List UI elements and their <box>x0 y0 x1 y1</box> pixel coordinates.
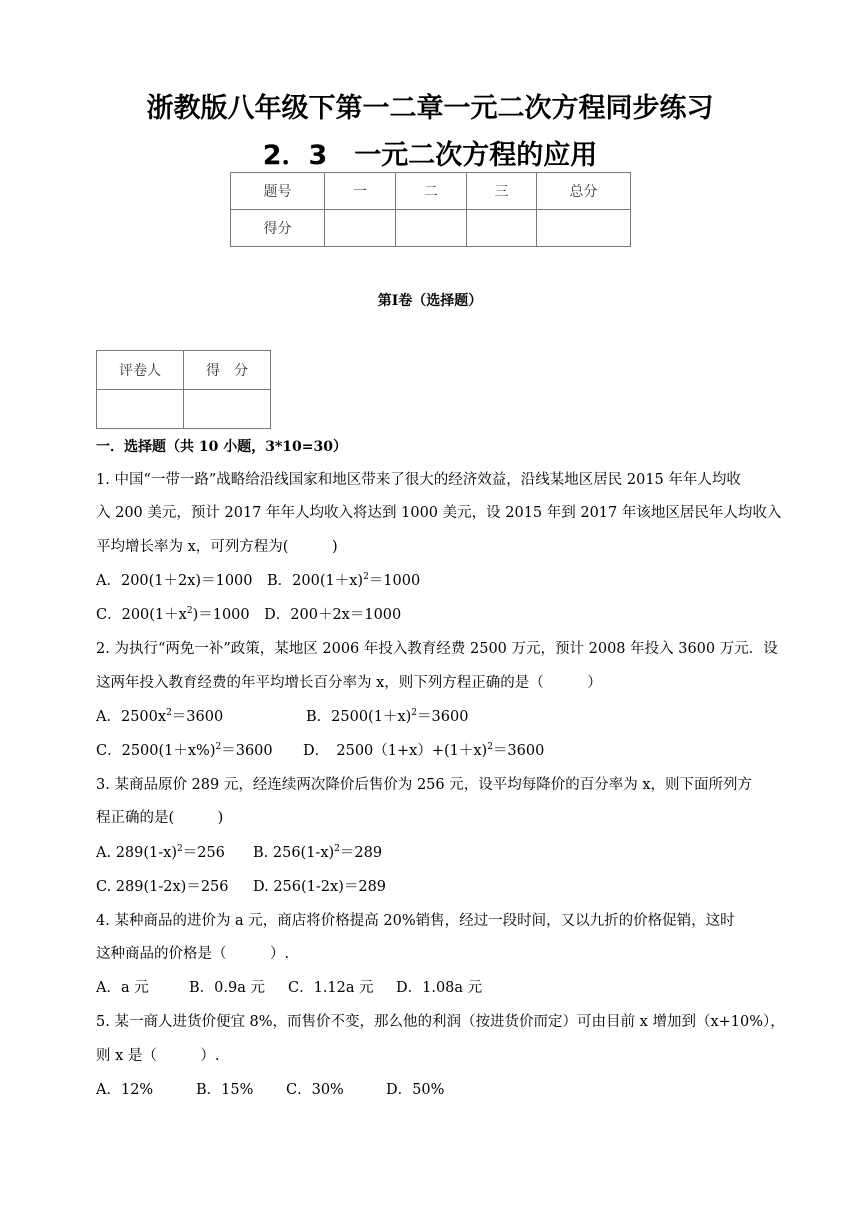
grader-table-entry-row <box>97 390 271 429</box>
grader-table-header-row <box>97 351 271 390</box>
option-b: B．0.9a 元 <box>189 980 265 996</box>
question-3-options-ab <box>96 843 383 863</box>
question-4-line-2: 这种商品的价格是（ ）. <box>96 946 290 962</box>
grader-cell: 评卷人 <box>97 351 184 390</box>
option-a: A. $289(1-x)^2=256$ <box>96 844 225 861</box>
grader-table <box>96 350 271 429</box>
score-cell: 得分 <box>231 210 325 247</box>
option-b: B．15% <box>196 1082 254 1098</box>
part-heading: 一．选择题（共 10 小题，3*10=30） <box>96 439 347 455</box>
score-table <box>230 172 631 247</box>
score-entry-cell[interactable] <box>396 210 467 247</box>
option-c: C．30% <box>286 1082 344 1098</box>
score-cell: 题号 <box>231 173 325 210</box>
question-2-line-2: 这两年投入教育经费的年平均增长百分率为 x，则下列方程正确的是（ ） <box>96 675 602 691</box>
option-b: B．$200(1+x)^2=1000$ <box>267 572 421 589</box>
option-b: B．$2500(1+x)^2=3600$ <box>306 708 469 725</box>
question-2-options-ab <box>96 707 469 727</box>
option-d: D．50% <box>386 1082 445 1098</box>
option-c: C. 289(1-2x)＝256 <box>96 879 229 895</box>
question-5-line-1: 5. 某一商人进货价便宜 8%，而售价不变，那么他的利润（按进货价而定）可由目前 x 增加到（x+10%）， <box>96 1014 785 1030</box>
question-5-options <box>96 1080 445 1100</box>
question-2-options-cd <box>96 741 545 761</box>
option-a: A．200(1＋2x)＝1000 <box>96 573 253 589</box>
question-2-line-1: 2. 为执行“两免一补”政策，某地区 2006 年投入教育经费 2500 万元，预计 2008 年投入 3600 万元．设 <box>96 641 778 657</box>
question-4-options <box>96 978 483 998</box>
section-title: 第Ⅰ卷（选择题） <box>377 293 483 309</box>
score-entry-cell[interactable] <box>537 210 631 247</box>
score-table-header-row <box>231 173 631 210</box>
grader-entry-cell[interactable] <box>184 390 271 429</box>
score-entry-cell[interactable] <box>467 210 537 247</box>
option-d: D． $2500(1+x)+(1+x)^2=3600$ <box>303 742 545 759</box>
question-3-options-cd <box>96 877 387 897</box>
option-a: A．$2500x^2=3600$ <box>96 708 224 725</box>
score-cell: 三 <box>467 173 537 210</box>
question-1-line-2: 入 200 美元，预计 2017 年年人均收入将达到 1000 美元，设 2015 年到 2017 年该地区居民年人均收入 <box>96 505 782 521</box>
option-a: A．12% <box>96 1082 154 1098</box>
question-3-line-2: 程正确的是( ) <box>96 810 224 826</box>
question-4-line-1: 4. 某种商品的进价为 a 元，商店将价格提高 20%销售，经过一段时间，又以九折的价格促销，这时 <box>96 913 735 929</box>
score-cell: 一 <box>325 173 396 210</box>
option-d: D．1.08a 元 <box>396 980 483 996</box>
question-1-line-1: 1. 中国“一带一路”战略给沿线国家和地区带来了很大的经济效益，沿线某地区居民 2015 年年人均收 <box>96 472 741 488</box>
option-c: C．$2500(1+x\%)^2=3600$ <box>96 742 273 759</box>
document-title: 浙教版八年级下第一二章一元二次方程同步练习 <box>146 93 714 124</box>
question-3-line-1: 3. 某商品原价 289 元，经连续两次降价后售价为 256 元，设平均每降价的百分率为 x，则下面所列方 <box>96 777 753 793</box>
option-a: A．a 元 <box>96 980 149 996</box>
option-d: D．200＋2x＝1000 <box>264 607 402 623</box>
option-c: C．$200(1+x^2)=1000$ <box>96 606 250 623</box>
question-1-options-cd <box>96 605 401 625</box>
option-c: C．1.12a 元 <box>288 980 374 996</box>
option-b: B. $256(1-x)^2=289$ <box>253 844 383 861</box>
score-cell: 二 <box>396 173 467 210</box>
score-entry-cell[interactable] <box>325 210 396 247</box>
option-d: D. 256(1-2x)＝289 <box>253 879 387 895</box>
score-table-score-row <box>231 210 631 247</box>
question-5-line-2: 则 x 是（ ）. <box>96 1048 220 1064</box>
question-1-options-ab <box>96 571 420 591</box>
document-subtitle: 2．3 一元二次方程的应用 <box>262 140 598 171</box>
grader-cell: 得 分 <box>184 351 271 390</box>
grader-entry-cell[interactable] <box>97 390 184 429</box>
score-cell: 总分 <box>537 173 631 210</box>
question-1-line-3: 平均增长率为 x，可列方程为( ) <box>96 539 338 555</box>
